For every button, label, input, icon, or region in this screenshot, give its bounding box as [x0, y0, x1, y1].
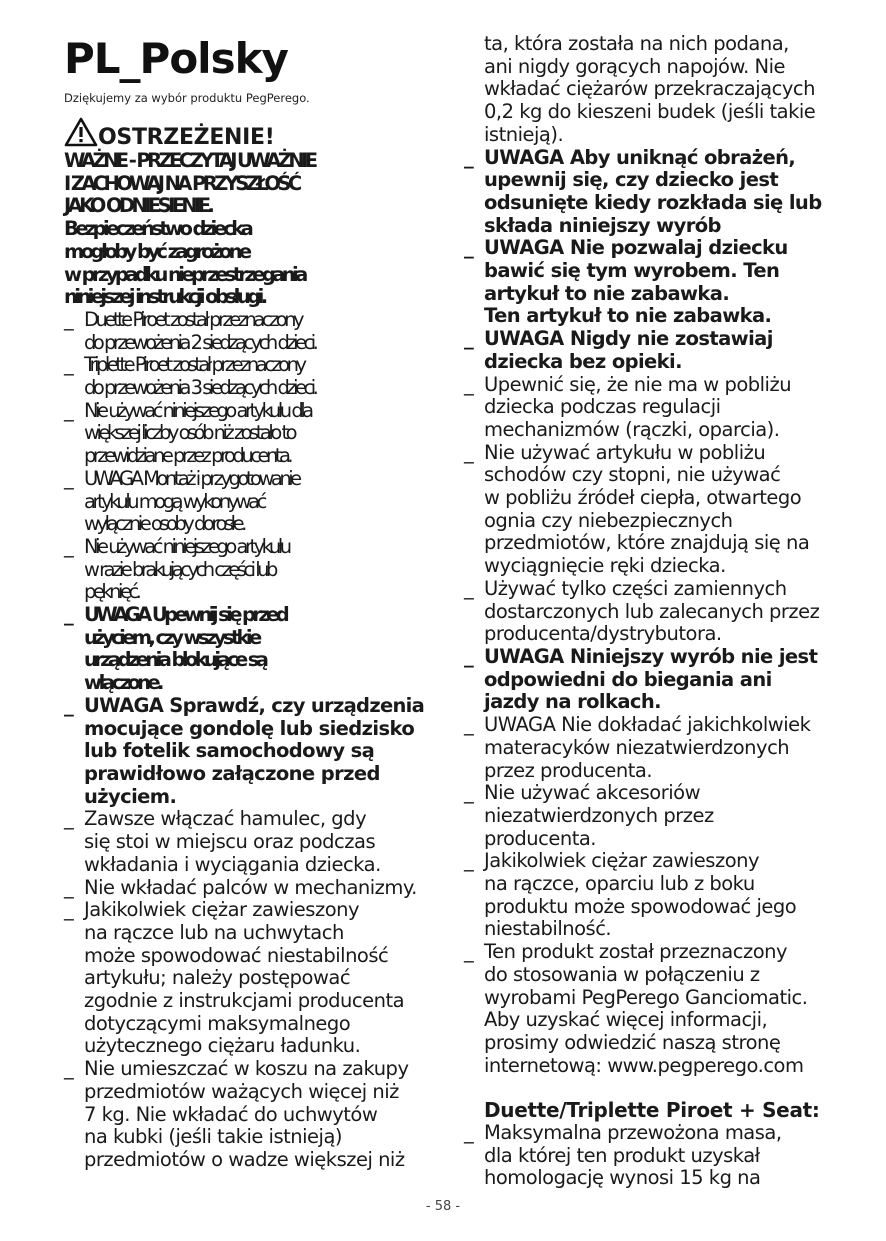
bullet-dash: _ — [64, 603, 74, 627]
list-item-line: odpowiedni do biegania ani — [484, 667, 772, 691]
page-title: PL_Polsky — [64, 34, 288, 83]
list-item-line: przedmiotów, które znajdują się na — [484, 531, 810, 555]
list-item-line: Jakikolwiek ciężar zawieszony — [484, 849, 760, 873]
bullet-dash: _ — [464, 781, 474, 805]
list-item-line: Nie używać niniejszego artykułu dla — [84, 398, 311, 422]
list-item — [64, 309, 424, 354]
warning-title: OSTRZEŻENIE! — [98, 125, 275, 150]
warning-header-line: WAŻNE - PRZECZYTAJ UWAŻNIE — [64, 149, 315, 172]
warning-header-line: niniejszej instrukcji obsługi. — [64, 285, 265, 309]
list-item-line: zgodnie z instrukcjami producenta — [84, 989, 405, 1013]
list-item-line: Nie używać artykułu w pobliżu — [484, 440, 766, 464]
list-item-line: Duette Piroet został przeznaczony — [84, 307, 302, 331]
list-item-line: UWAGA Aby uniknąć obrażeń, — [484, 145, 796, 169]
bullet-dash: _ — [64, 398, 74, 422]
list-item-line: Nie umieszczać w koszu na zakupy — [84, 1057, 409, 1081]
bullet-dash: _ — [464, 940, 474, 964]
list-item-line: użyciem, czy wszystkie — [84, 625, 259, 649]
list-item-line: UWAGA Montaż i przygotowanie — [84, 466, 299, 490]
warning-header-line: mogłoby być zagrożone — [64, 239, 249, 263]
list-item — [64, 1058, 424, 1172]
list-item-line: artykułu mogą wykonywać — [84, 489, 264, 513]
list-item-line: mechanizmów (rączki, oparcia). — [484, 417, 780, 441]
list-item-line: przedmiotów ważących więcej niż — [84, 1079, 399, 1103]
list-item — [464, 237, 822, 328]
text-line: wkładać ciężarów przekraczających — [484, 77, 815, 101]
list-item-line: wyciągnięcie ręki dziecka. — [484, 554, 726, 578]
bullet-dash: _ — [64, 353, 74, 377]
list-item-line: Maksymalna przewożona masa, — [484, 1121, 782, 1145]
warning-header-line: Bezpieczeństwo dziecka — [64, 217, 251, 241]
list-item-line: lub fotelik samochodowy są — [84, 739, 375, 763]
list-item-line: odsunięte kiedy rozkłada się lub — [484, 190, 822, 214]
continuation-text — [464, 33, 822, 147]
list-item — [464, 374, 822, 442]
list-item-line: bawić się tym wyrobem. Ten — [484, 259, 780, 283]
text-line: 0,2 kg do kieszeni budek (jeśli takie — [484, 100, 816, 124]
list-item-line: może spowodować niestabilność — [84, 943, 389, 967]
list-item-line: na rączce, oparciu lub z boku — [484, 872, 755, 896]
list-item-line: pęknięć. — [84, 580, 139, 604]
list-item-line: do stosowania w połączeniu z — [484, 962, 760, 986]
list-item — [64, 604, 424, 695]
list-item — [464, 1122, 822, 1190]
list-item-line: użytecznego ciężaru ładunku. — [84, 1034, 361, 1058]
list-item-line: prawidłowo załączone przed — [84, 761, 380, 785]
spacer — [464, 1077, 822, 1099]
page-number: - 58 - — [425, 1199, 461, 1214]
list-item — [464, 714, 822, 782]
list-item-line: jazdy na rolkach. — [484, 690, 661, 714]
list-item-line: Triplette Piroet został przeznaczony — [84, 353, 304, 377]
list-item — [64, 468, 424, 536]
list-item-line: większej liczby osób niż zostało to — [84, 421, 295, 445]
list-item-line: Jakikolwiek ciężar zawieszony — [84, 898, 360, 922]
text-line: ani nigdy gorących napojów. Nie — [484, 54, 786, 78]
list-item-line: dziecka podczas regulacji — [484, 395, 721, 419]
list-item-line: Nie używać niniejszego artykułu — [84, 534, 289, 558]
list-item — [464, 646, 822, 714]
left-column — [64, 150, 424, 1172]
list-item-line: w pobliżu źródeł ciepła, otwartego — [484, 486, 802, 510]
list-item-line: włączone. — [84, 671, 161, 695]
section-title: Duette/Triplette Piroet + Seat: — [484, 1098, 820, 1123]
list-item-line: dostarczonych lub zalecanych przez — [484, 599, 820, 623]
list-item-line: przez producenta. — [484, 758, 653, 782]
list-item-line: UWAGA Niniejszy wyrób nie jest — [484, 644, 818, 668]
list-item-line: artykułu; należy postępować — [84, 966, 351, 990]
list-item — [64, 536, 424, 604]
list-item-line: Używać tylko części zamiennych — [484, 576, 787, 600]
bullet-dash: _ — [64, 693, 74, 717]
list-item-line: Nie używać akcesoriów — [484, 781, 701, 805]
list-item — [64, 354, 424, 399]
bullet-dash: _ — [464, 849, 474, 873]
list-item-line: się stoi w miejscu oraz podczas — [84, 830, 376, 854]
bullet-dash: _ — [64, 807, 74, 831]
text-line: ta, która została na nich podana, — [484, 32, 789, 55]
list-item-line: materacyków niezatwierdzonych — [484, 735, 790, 759]
list-item — [464, 442, 822, 578]
bullet-dash: _ — [464, 236, 474, 260]
list-item — [64, 808, 424, 876]
list-item-line: niezatwierdzonych przez — [484, 803, 714, 827]
warning-header-line: w przypadku nieprzestrzegania — [64, 262, 305, 286]
list-item-line: dotyczącymi maksymalnego — [84, 1011, 351, 1035]
warning-header-line: I ZACHOWAJ NA PRZYSZŁOŚĆ — [64, 171, 299, 195]
list-item — [64, 877, 424, 900]
list-item-line: prosimy odwiedzić naszą stronę — [484, 1030, 781, 1054]
list-item-line: Upewnić się, że nie ma w pobliżu — [484, 372, 792, 396]
list-item — [464, 578, 822, 646]
bullet-dash: _ — [64, 534, 74, 558]
bullet-dash: _ — [64, 1057, 74, 1081]
list-item-line: wyrobami PegPerego Ganciomatic. — [484, 985, 808, 1009]
list-item-line: Ten artykuł to nie zabawka. — [484, 304, 772, 328]
warning-triangle-icon — [64, 117, 98, 147]
list-item-line: na rączce lub na uchwytach — [84, 920, 344, 944]
list-item-line: ognia czy niebezpiecznych — [484, 508, 733, 532]
list-item-line: przewidziane przez producenta. — [84, 444, 291, 468]
list-item — [64, 695, 424, 809]
list-item-line: UWAGA Nie dokładać jakichkolwiek — [484, 713, 811, 737]
list-item-line: użyciem. — [84, 784, 177, 808]
right-column — [464, 33, 822, 1190]
list-item-line: homologację wynosi 15 kg na — [484, 1166, 761, 1190]
list-item-line: producenta. — [484, 826, 597, 850]
bullet-dash: _ — [464, 372, 474, 396]
bullet-dash: _ — [64, 466, 74, 490]
list-item-line: UWAGA Upewnij się przed — [84, 603, 287, 627]
bullet-dash: _ — [464, 576, 474, 600]
text-line: istnieją). — [484, 122, 564, 146]
list-item-line: produktu może spowodować jego — [484, 894, 797, 918]
warning-header-line: JAKO ODNIESIENIE. — [64, 194, 212, 218]
list-item-line: producenta/dystrybutora. — [484, 622, 722, 646]
list-item-line: urządzenia blokujące są — [84, 648, 266, 672]
list-item-line: wyłącznie osoby dorosłe. — [84, 512, 244, 536]
list-item-line: schodów czy stopni, nie używać — [484, 463, 781, 487]
list-item-line: na kubki (jeśli takie istnieją) — [84, 1125, 343, 1149]
bullet-dash: _ — [64, 307, 74, 331]
bullet-dash: _ — [464, 440, 474, 464]
list-item-line: do przewożenia 2 siedzących dzieci. — [84, 330, 316, 354]
list-item-line: 7 kg. Nie wkładać do uchwytów — [84, 1102, 378, 1126]
bullet-dash: _ — [64, 875, 74, 899]
list-item — [64, 400, 424, 468]
list-item-line: UWAGA Sprawdź, czy urządzenia — [84, 693, 425, 717]
list-item-line: Zawsze włączać hamulec, gdy — [84, 807, 367, 831]
list-item-line: UWAGA Nie pozwalaj dziecku — [484, 236, 788, 260]
list-item-line: niestabilność. — [484, 917, 612, 941]
list-item-line: do przewożenia 3 siedzących dzieci. — [84, 376, 316, 400]
list-item — [464, 328, 822, 373]
bullet-dash: _ — [64, 898, 74, 922]
list-item-line: przedmiotów o wadze większej niż — [84, 1147, 405, 1171]
list-item — [464, 941, 822, 1077]
list-item-line: Nie wkładać palców w mechanizmy. — [84, 875, 417, 899]
list-item — [464, 782, 822, 850]
list-item-line: internetową: www.pegperego.com — [484, 1053, 804, 1077]
list-item-line: składa niniejszy wyrób — [484, 213, 721, 237]
list-item-line: w razie brakujących części lub — [84, 557, 275, 581]
bullet-dash: _ — [464, 644, 474, 668]
list-item — [64, 899, 424, 1058]
bullet-dash: _ — [464, 1121, 474, 1145]
list-item-line: wkładania i wyciągania dziecka. — [84, 852, 381, 876]
subtitle: Dziękujemy za wybór produktu PegPerego. — [64, 91, 310, 105]
list-item-line: mocujące gondolę lub siedzisko — [84, 716, 415, 740]
bullet-dash: _ — [464, 327, 474, 351]
list-item-line: Ten produkt został przeznaczony — [484, 940, 788, 964]
bullet-dash: _ — [464, 713, 474, 737]
list-item-line: dla której ten produkt uzyskał — [484, 1143, 760, 1167]
list-item-line: dziecka bez opieki. — [484, 349, 682, 373]
list-item-line: upewnij się, czy dziecko jest — [484, 168, 779, 192]
list-item-line: artykuł to nie zabawka. — [484, 281, 730, 305]
bullet-dash: _ — [464, 145, 474, 169]
list-item — [464, 850, 822, 941]
warning-heading — [64, 117, 275, 150]
list-item-line: Aby uzyskać więcej informacji, — [484, 1008, 768, 1032]
list-item-line: UWAGA Nigdy nie zostawiaj — [484, 327, 773, 351]
list-item — [464, 147, 822, 238]
